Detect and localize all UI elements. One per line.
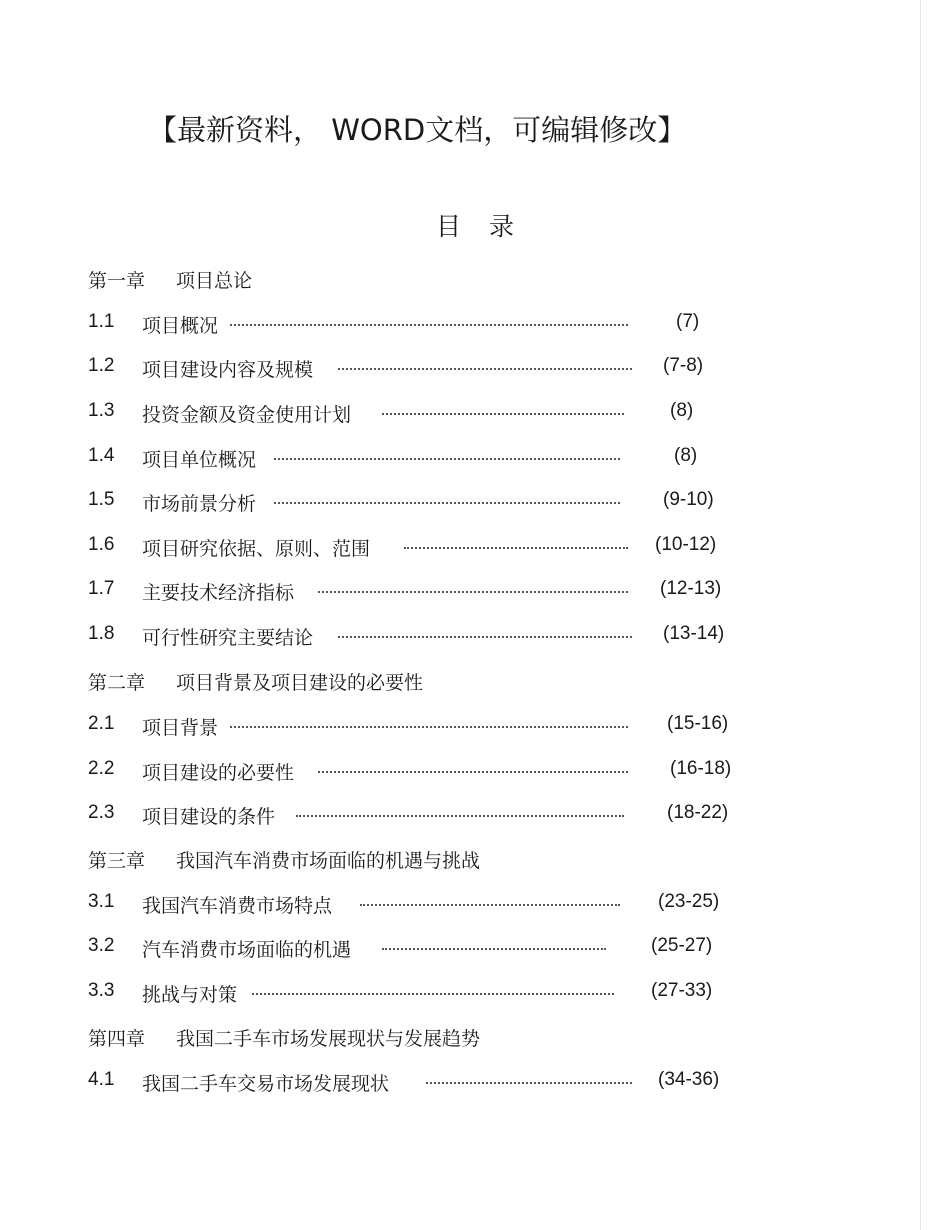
chapter-number: 第三章 (88, 850, 146, 872)
section-number: 1.6 (88, 534, 115, 555)
page-range: (16-18) (670, 758, 732, 779)
dot-leader (426, 1082, 632, 1084)
section-title: 项目概况 (142, 315, 219, 337)
dot-leader (274, 502, 620, 504)
dot-leader (230, 324, 628, 326)
section-title: 市场前景分析 (142, 493, 257, 515)
page-range: (12-13) (660, 578, 722, 599)
chapter-number: 第四章 (88, 1028, 146, 1050)
page-range: (27-33) (651, 980, 713, 1001)
section-title: 可行性研究主要结论 (142, 627, 314, 649)
section-title: 挑战与对策 (142, 984, 238, 1006)
dot-leader (382, 413, 624, 415)
chapter-heading (88, 266, 252, 292)
dot-leader (318, 591, 628, 593)
toc-title: 目录 (435, 212, 542, 241)
section-title: 项目研究依据、原则、范围 (142, 538, 371, 560)
page-range: (15-16) (667, 713, 729, 734)
section-number: 3.3 (88, 980, 115, 1001)
dot-leader (252, 993, 614, 995)
dot-leader (318, 771, 628, 773)
section-title: 我国二手车交易市场发展现状 (142, 1073, 390, 1095)
section-number: 2.1 (88, 713, 115, 734)
page-range: (23-25) (658, 891, 720, 912)
section-title: 主要技术经济指标 (142, 582, 295, 604)
section-number: 4.1 (88, 1069, 115, 1090)
chapter-number: 第一章 (88, 270, 146, 292)
chapter-number: 第二章 (88, 672, 146, 694)
page-range: (7-8) (663, 355, 704, 376)
dot-leader (382, 948, 606, 950)
section-title: 汽车消费市场面临的机遇 (142, 939, 352, 961)
section-title: 项目建设内容及规模 (142, 359, 314, 381)
dot-leader (338, 636, 632, 638)
section-number: 1.2 (88, 355, 115, 376)
section-title: 我国汽车消费市场特点 (142, 895, 333, 917)
section-number: 1.1 (88, 311, 115, 332)
chapter-heading (88, 1024, 480, 1050)
page-range: (8) (670, 400, 694, 421)
dot-leader (404, 547, 628, 549)
section-number: 2.3 (88, 802, 115, 823)
page-range: (8) (674, 445, 698, 466)
section-title: 投资金额及资金使用计划 (142, 404, 352, 426)
dot-leader (296, 815, 624, 817)
chapter-heading (88, 668, 423, 694)
section-number: 1.8 (88, 623, 115, 644)
section-number: 2.2 (88, 758, 115, 779)
chapter-heading (88, 846, 480, 872)
page-range: (25-27) (651, 935, 713, 956)
section-title: 项目建设的条件 (142, 806, 276, 828)
page-range: (13-14) (663, 623, 725, 644)
page-range: (9-10) (663, 489, 714, 510)
chapter-title: 项目背景及项目建设的必要性 (176, 672, 424, 694)
page-range: (10-12) (655, 534, 717, 555)
banner-heading: 【最新资料， WORD文档，可编辑修改】 (148, 113, 687, 147)
chapter-title: 我国汽车消费市场面临的机遇与挑战 (176, 850, 481, 872)
page-range: (18-22) (667, 802, 729, 823)
chapter-title: 项目总论 (176, 270, 253, 292)
dot-leader (338, 368, 632, 370)
chapter-title: 我国二手车市场发展现状与发展趋势 (176, 1028, 481, 1050)
section-title: 项目建设的必要性 (142, 762, 295, 784)
section-number: 1.5 (88, 489, 115, 510)
page-range: (7) (676, 311, 700, 332)
section-number: 1.3 (88, 400, 115, 421)
section-number: 3.2 (88, 935, 115, 956)
section-title: 项目背景 (142, 717, 219, 739)
section-number: 3.1 (88, 891, 115, 912)
page-range: (34-36) (658, 1069, 720, 1090)
section-title: 项目单位概况 (142, 449, 257, 471)
dot-leader (274, 458, 620, 460)
page-edge-divider (920, 0, 921, 1230)
dot-leader (230, 726, 628, 728)
section-number: 1.7 (88, 578, 115, 599)
dot-leader (360, 904, 620, 906)
section-number: 1.4 (88, 445, 115, 466)
